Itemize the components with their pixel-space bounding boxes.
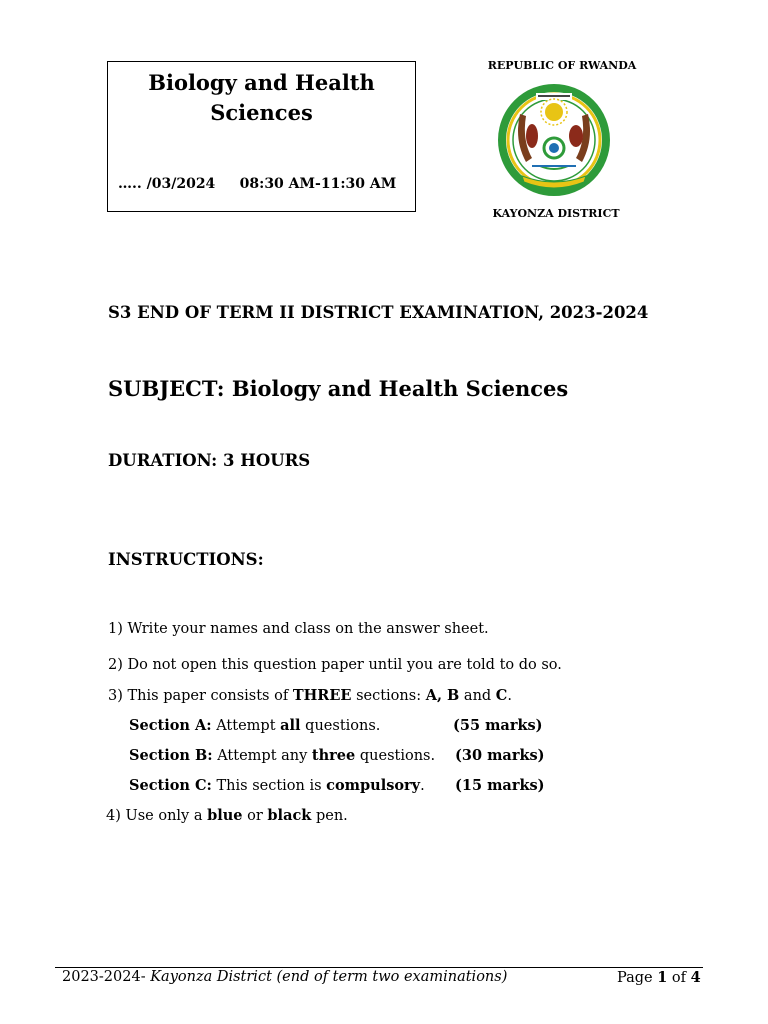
section-a-text: questions. — [300, 718, 381, 734]
rwanda-coat-of-arms-icon — [492, 84, 616, 198]
header-box — [107, 61, 416, 212]
instruction-1: 1) Write your names and class on the answer sheet. — [108, 621, 489, 637]
exam-title: S3 END OF TERM II DISTRICT EXAMINATION, 2023-2024 — [108, 303, 649, 322]
page-current: 1 — [657, 969, 668, 986]
instruction-4-black: black — [267, 807, 312, 824]
duration-heading: DURATION: 3 HOURS — [108, 451, 311, 470]
section-a-emphasis: all — [280, 717, 301, 734]
instruction-3-text: sections: — [351, 688, 426, 704]
instruction-3-text: . — [507, 688, 512, 704]
page-word: Page — [617, 970, 658, 986]
section-a-label: Section A: — [129, 717, 212, 734]
instruction-3-text: and — [459, 688, 496, 704]
section-a-text: Attempt — [211, 718, 281, 734]
page-total: 4 — [690, 969, 701, 986]
footer-rule — [55, 967, 703, 968]
section-b-instruction — [129, 747, 435, 764]
instruction-4-text: 4) Use only a — [106, 808, 208, 824]
subject-heading: SUBJECT: Biology and Health Sciences — [108, 376, 569, 401]
district-label: KAYONZA DISTRICT — [492, 207, 620, 220]
section-c-marks: (15 marks) — [455, 777, 545, 794]
instruction-4 — [106, 807, 348, 824]
footer-description: Kayonza District (end of term two examinations) — [150, 969, 508, 985]
section-a-marks: (55 marks) — [453, 717, 543, 734]
section-c-text: . — [420, 778, 425, 794]
footer-left — [62, 969, 507, 985]
instruction-3-text: 3) This paper consists of — [108, 688, 293, 704]
instruction-4-text: pen. — [311, 808, 348, 824]
section-b-text: questions. — [355, 748, 436, 764]
header-subject — [108, 68, 415, 128]
instructions-heading: INSTRUCTIONS: — [108, 550, 264, 569]
section-c-instruction — [129, 777, 425, 794]
instruction-4-text: or — [242, 808, 268, 824]
instruction-3-three: THREE — [292, 687, 352, 704]
instruction-4-blue: blue — [207, 807, 243, 824]
page-of: of — [667, 970, 691, 986]
instruction-2: 2) Do not open this question paper until you are told to do so. — [108, 657, 562, 673]
section-b-marks: (30 marks) — [455, 747, 545, 764]
footer-year: 2023-2024- — [62, 969, 151, 985]
section-c-emphasis: compulsory — [326, 777, 421, 794]
instruction-3-sections: A, B — [425, 687, 460, 704]
instruction-3-section-c: C — [495, 687, 508, 704]
republic-label: REPUBLIC OF RWANDA — [487, 59, 637, 72]
section-b-emphasis: three — [311, 747, 356, 764]
section-b-text: Attempt any — [212, 748, 312, 764]
section-c-text: This section is — [211, 778, 327, 794]
section-a-instruction — [129, 717, 380, 734]
section-b-label: Section B: — [129, 747, 213, 764]
page-number — [617, 969, 701, 986]
header-subject-line2: Sciences — [210, 100, 313, 125]
instruction-3 — [108, 687, 512, 704]
header-subject-line1: Biology and Health — [148, 70, 375, 95]
section-c-label: Section C: — [129, 777, 212, 794]
header-date-time: ….. /03/2024 08:30 AM-11:30 AM — [118, 176, 397, 192]
